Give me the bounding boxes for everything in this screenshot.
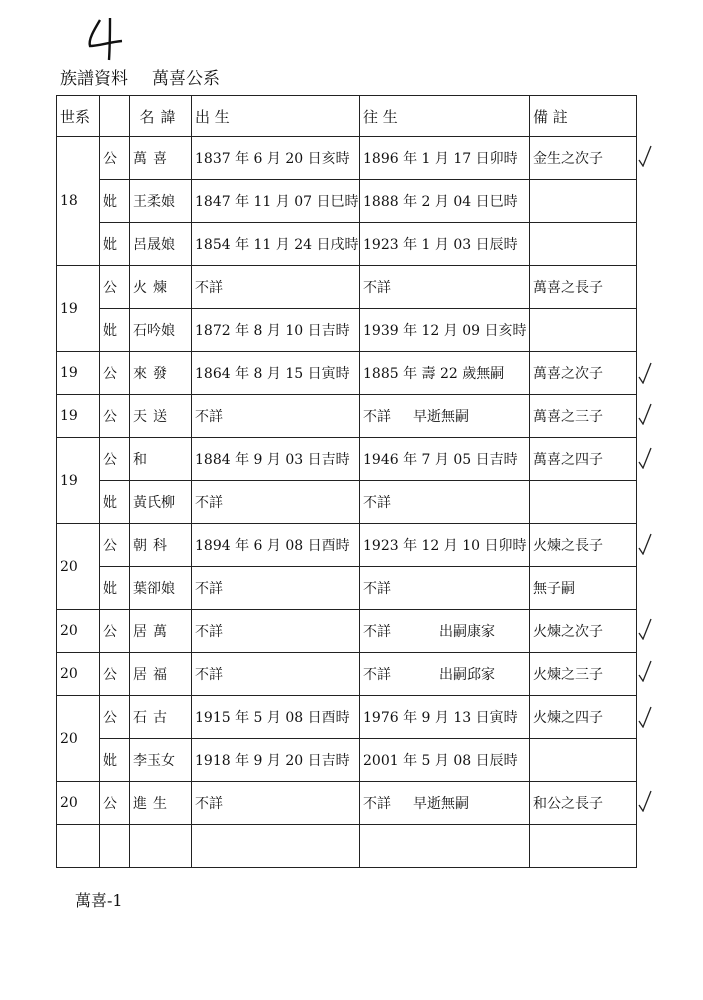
table-row: [57, 567, 637, 610]
name-cell: 王柔娘: [130, 180, 192, 223]
death-text: 1888 年 2 月 04 日巳時: [363, 194, 518, 210]
check-mark-icon: [638, 660, 652, 682]
birth-cell: 1872 年 8 月 10 日吉時: [192, 309, 360, 352]
death-cell: [360, 438, 530, 481]
death-cell: [360, 266, 530, 309]
death-text: 1896 年 1 月 17 日卯時: [363, 151, 518, 167]
death-remark: 早逝無嗣: [413, 796, 469, 812]
death-cell: [360, 696, 530, 739]
role-cell: 妣: [100, 309, 130, 352]
birth-cell: 1915 年 5 月 08 日酉時: [192, 696, 360, 739]
name-cell: 來發: [130, 352, 192, 395]
table-row: [57, 223, 637, 266]
document-title: [60, 64, 220, 89]
name-cell: 朝科: [130, 524, 192, 567]
check-mark-icon: [638, 145, 652, 167]
header-generation: 世系: [57, 96, 100, 137]
table-row: [57, 395, 637, 438]
check-mark-icon: [638, 447, 652, 469]
birth-cell: 不詳: [192, 481, 360, 524]
note-cell: 萬喜之次子: [530, 352, 637, 395]
name-cell: 呂晟娘: [130, 223, 192, 266]
death-cell: [360, 524, 530, 567]
table-row: [57, 524, 637, 567]
generation-cell: 19: [57, 438, 100, 524]
birth-cell: 1918 年 9 月 20 日吉時: [192, 739, 360, 782]
role-cell: 妣: [100, 481, 130, 524]
death-cell: [360, 223, 530, 266]
generation-cell: 19: [57, 266, 100, 352]
role-cell: 妣: [100, 567, 130, 610]
death-remark: 早逝無嗣: [413, 409, 469, 425]
generation-cell: 20: [57, 696, 100, 782]
table-row: [57, 438, 637, 481]
name-cell: 火煉: [130, 266, 192, 309]
table-row: [57, 739, 637, 782]
death-remark: 出嗣康家: [439, 624, 495, 640]
header-name: 名諱: [130, 96, 192, 137]
check-mark-icon: [638, 362, 652, 384]
role-cell: 公: [100, 352, 130, 395]
birth-cell: 1864 年 8 月 15 日寅時: [192, 352, 360, 395]
name-cell: 萬喜: [130, 137, 192, 180]
death-cell: [360, 782, 530, 825]
note-cell: 火煉之長子: [530, 524, 637, 567]
name-cell: 和: [130, 438, 192, 481]
note-cell: [530, 481, 637, 524]
table-row: [57, 309, 637, 352]
note-cell: 火煉之次子: [530, 610, 637, 653]
header-role: [100, 96, 130, 137]
role-cell: 公: [100, 653, 130, 696]
death-text: 不詳: [363, 495, 391, 511]
name-cell: 居萬: [130, 610, 192, 653]
role-cell: 妣: [100, 223, 130, 266]
note-cell: [530, 309, 637, 352]
table-row: [57, 180, 637, 223]
table-row: [57, 137, 637, 180]
note-cell: 和公之長子: [530, 782, 637, 825]
note-cell: 金生之次子: [530, 137, 637, 180]
header-death: 往 生: [360, 96, 530, 137]
death-remark: 出嗣邱家: [439, 667, 495, 683]
check-mark-icon: [638, 403, 652, 425]
birth-cell: 不詳: [192, 266, 360, 309]
name-cell: 石古: [130, 696, 192, 739]
death-text: 不詳: [363, 624, 391, 640]
table-row: [57, 352, 637, 395]
role-cell: 公: [100, 266, 130, 309]
header-note: 備 註: [530, 96, 637, 137]
generation-cell: 18: [57, 137, 100, 266]
birth-cell: 1894 年 6 月 08 日酉時: [192, 524, 360, 567]
death-cell: [360, 180, 530, 223]
death-text: 1885 年 壽 22 歲無嗣: [363, 366, 505, 382]
genealogy-table: [56, 95, 637, 868]
death-text: 1923 年 12 月 10 日卯時: [363, 538, 527, 554]
name-cell: [130, 825, 192, 868]
generation-cell: [57, 825, 100, 868]
death-cell: [360, 395, 530, 438]
header-row: [57, 96, 637, 137]
death-text: 1976 年 9 月 13 日寅時: [363, 710, 518, 726]
birth-cell: 1884 年 9 月 03 日吉時: [192, 438, 360, 481]
note-cell: [530, 180, 637, 223]
role-cell: 公: [100, 782, 130, 825]
death-cell: [360, 481, 530, 524]
death-cell: [360, 137, 530, 180]
note-cell: 萬喜之長子: [530, 266, 637, 309]
check-mark-icon: [638, 706, 652, 728]
role-cell: 公: [100, 696, 130, 739]
note-cell: [530, 223, 637, 266]
table-row: [57, 266, 637, 309]
generation-cell: 20: [57, 610, 100, 653]
note-cell: [530, 739, 637, 782]
name-cell: 李玉女: [130, 739, 192, 782]
name-cell: 石吟娘: [130, 309, 192, 352]
death-text: 2001 年 5 月 08 日辰時: [363, 753, 518, 769]
death-cell: [360, 567, 530, 610]
death-text: 不詳: [363, 581, 391, 597]
check-mark-icon: [638, 618, 652, 640]
table-row: [57, 481, 637, 524]
role-cell: 公: [100, 610, 130, 653]
note-cell: 火煉之四子: [530, 696, 637, 739]
header-birth: 出 生: [192, 96, 360, 137]
note-cell: 無子嗣: [530, 567, 637, 610]
name-cell: 居福: [130, 653, 192, 696]
table-row: [57, 825, 637, 868]
birth-cell: [192, 825, 360, 868]
death-text: 1946 年 7 月 05 日吉時: [363, 452, 518, 468]
check-mark-icon: [638, 790, 652, 812]
birth-cell: 不詳: [192, 782, 360, 825]
generation-cell: 20: [57, 782, 100, 825]
role-cell: 妣: [100, 739, 130, 782]
handwritten-page-number: [80, 14, 130, 64]
page-footer: 萬喜-1: [75, 891, 123, 910]
note-cell: 萬喜之四子: [530, 438, 637, 481]
name-cell: 黃氏柳: [130, 481, 192, 524]
generation-cell: 20: [57, 524, 100, 610]
table-row: [57, 653, 637, 696]
subtitle-text: 萬喜公系: [152, 69, 220, 89]
role-cell: 妣: [100, 180, 130, 223]
death-text: 1923 年 1 月 03 日辰時: [363, 237, 518, 253]
generation-cell: 19: [57, 352, 100, 395]
name-cell: 進生: [130, 782, 192, 825]
title-text: 族譜資料: [60, 69, 128, 89]
birth-cell: 1854 年 11 月 24 日戌時: [192, 223, 360, 266]
table-row: [57, 696, 637, 739]
birth-cell: 不詳: [192, 395, 360, 438]
death-cell: [360, 610, 530, 653]
generation-cell: 19: [57, 395, 100, 438]
generation-cell: 20: [57, 653, 100, 696]
death-cell: [360, 825, 530, 868]
table-row: [57, 782, 637, 825]
role-cell: 公: [100, 524, 130, 567]
check-mark-icon: [638, 533, 652, 555]
role-cell: 公: [100, 395, 130, 438]
birth-cell: 1837 年 6 月 20 日亥時: [192, 137, 360, 180]
death-text: 不詳: [363, 667, 391, 683]
death-cell: [360, 352, 530, 395]
note-cell: 萬喜之三子: [530, 395, 637, 438]
name-cell: 天送: [130, 395, 192, 438]
birth-cell: 1847 年 11 月 07 日巳時: [192, 180, 360, 223]
name-cell: 葉卻娘: [130, 567, 192, 610]
death-text: 不詳: [363, 409, 391, 425]
death-text: 不詳: [363, 796, 391, 812]
role-cell: 公: [100, 438, 130, 481]
death-cell: [360, 739, 530, 782]
table-row: [57, 610, 637, 653]
birth-cell: 不詳: [192, 610, 360, 653]
role-cell: 公: [100, 137, 130, 180]
death-cell: [360, 653, 530, 696]
birth-cell: 不詳: [192, 653, 360, 696]
death-text: 1939 年 12 月 09 日亥時: [363, 323, 527, 339]
note-cell: [530, 825, 637, 868]
birth-cell: 不詳: [192, 567, 360, 610]
role-cell: [100, 825, 130, 868]
death-text: 不詳: [363, 280, 391, 296]
note-cell: 火煉之三子: [530, 653, 637, 696]
death-cell: [360, 309, 530, 352]
